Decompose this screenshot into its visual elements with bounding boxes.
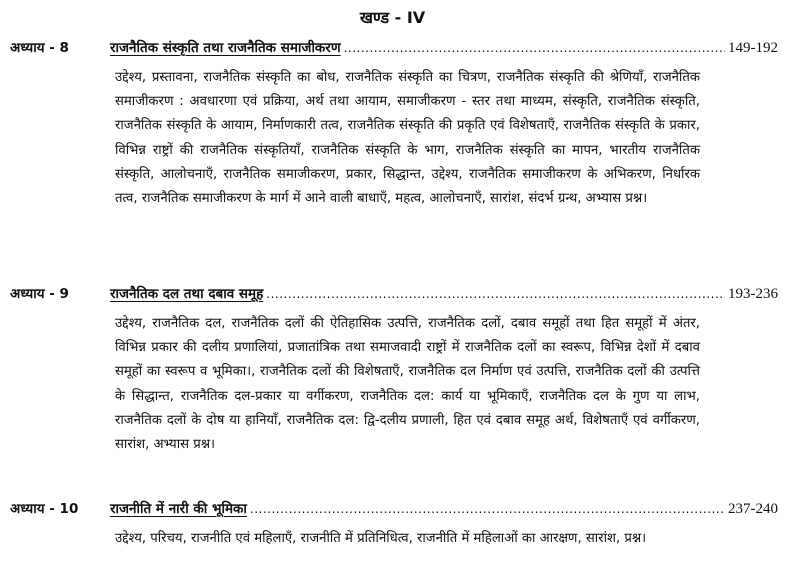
chapter-title: राजनैतिक दल तथा दबाव समूह	[110, 286, 264, 302]
chapter-8-contents: उद्देश्य, प्रस्तावना, राजनैतिक संस्कृति का बोध, राजनैतिक संस्कृति का चित्रण, राजनैतिक संस्कृति की श्रेणियाँ, राजनैतिक समाजीकरण : अवधारणा एवं प्रक्रिया, अर्थ तथा आयाम, समाजीकरण - स्तर तथा माध्यम, संस्कृति, राजनैतिक संस्कृति, राजनैतिक संस्कृति के आयाम, निर्माणकारी तत्व, राजनैतिक संस्कृति की प्रकृति एवं विशेषताएँ, राजनैतिक संस्कृति के प्रकार, विभिन्न राष्ट्रों की राजनैतिक संस्कृतियाँ, राजनैतिक संस्कृति के भाग, राजनैतिक संस्कृति का मापन, भारतीय राजनैतिक संस्कृति, आलोचनाएँ, राजनैतिक समाजीकरण, प्रकार, सिद्धान्त, उद्देश्य, राजनैतिक समाजीकरण के अभिकरण, निर्धारक तत्व, राजनैतिक समाजीकरण के मार्ग में आने वाली बाधाएँ, महत्व, आलोचनाएँ, सारांश, संदर्भ ग्रन्थ, अभ्यास प्रश्न।	[115, 70, 700, 207]
page-range: 237-240	[728, 501, 778, 517]
page-range: 149-192	[728, 40, 778, 56]
chapter-title: राजनीति में नारी की भूमिका	[110, 501, 247, 517]
chapter-8-heading	[10, 38, 778, 60]
chapter-9-heading	[10, 284, 778, 306]
chapter-10-heading	[10, 499, 778, 521]
chapter-label: अध्याय - 10	[10, 501, 79, 517]
chapter-label: अध्याय - 8	[10, 40, 69, 56]
dot-leader	[266, 287, 725, 301]
dot-leader	[250, 502, 725, 516]
chapter-title: राजनैतिक संस्कृति तथा राजनैतिक समाजीकरण	[110, 40, 341, 56]
page-range: 193-236	[728, 286, 778, 302]
section-title: खण्ड - IV	[359, 8, 426, 27]
dot-leader	[344, 41, 725, 55]
chapter-label: अध्याय - 9	[10, 286, 69, 302]
chapter-9-contents: उद्देश्य, राजनैतिक दल, राजनैतिक दलों की ऐतिहासिक उत्पत्ति, राजनैतिक दलों, दबाव समूहों तथा हित समूहों में अंतर, विभिन्न प्रकार की दलीय प्रणालियां, प्रजातांत्रिक तथा समाजवादी राष्ट्रों में राजनैतिक दलों का स्वरूप, विभिन्न देशों में दबाव समूहों का स्वरूप व भूमिका।, राजनैतिक दलों की विशेषताएँ, राजनैतिक दल निर्माण एवं उत्पत्ति, राजनैतिक दलों की उत्पत्ति के सिद्धान्त, राजनैतिक दल-प्रकार या वर्गीकरण, राजनैतिक दल: कार्य या भूमिकाएँ, राजनैतिक दल के गुण या लाभ, राजनैतिक दलों के दोष या हानियाँ, राजनैतिक दल: द्वि-दलीय प्रणाली, हित एवं दबाव समूह अर्थ, विशेषताएँ एवं वर्गीकरण, सारांश, अभ्यास प्रश्न।	[115, 316, 700, 453]
chapter-10-contents: उद्देश्य, परिचय, राजनीति एवं महिलाएँ, राजनीति में प्रतिनिधित्व, राजनीति में महिलाओं का आरक्षण, सारांश, प्रश्न।	[115, 531, 647, 546]
